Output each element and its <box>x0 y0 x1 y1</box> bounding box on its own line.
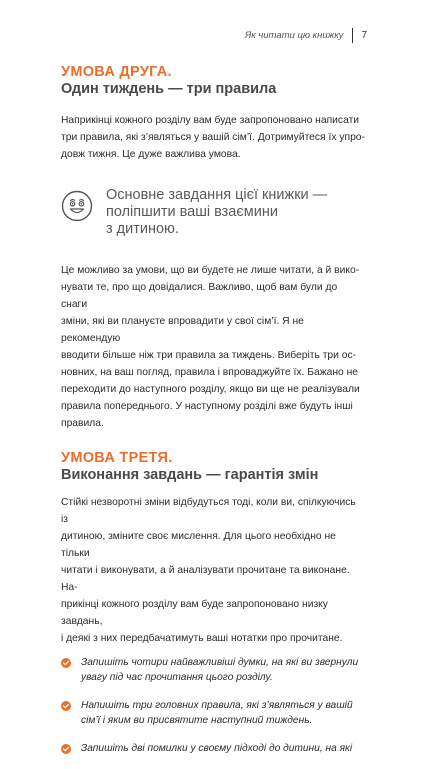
text-line: Запишіть дві помилки у своєму підході до дитини, на які <box>81 743 353 754</box>
checklist-item <box>61 655 365 685</box>
task-checklist <box>61 655 365 756</box>
text-line: вводити більше ніж три правила за тиждень. Виберіть три ос- <box>61 350 357 361</box>
section-subheading-condition-three: Виконання завдань — гарантія змін <box>61 467 319 483</box>
page-body <box>61 64 365 769</box>
text-line: читати і виконувати, а й аналізувати прочитане та виконане. На- <box>61 565 350 593</box>
section-heading-condition-three: УМОВА ТРЕТЯ. <box>61 450 173 466</box>
paragraph-task-guarantee <box>61 494 365 647</box>
checklist-item <box>61 698 365 728</box>
text-line: три правила, які з’являться у вашій сім’ї. Дотримуйтеся їх упро- <box>61 132 365 143</box>
checklist-item-text <box>81 741 352 756</box>
text-line: Запишіть чотири найважливіші думки, на які ви звернули <box>81 657 359 668</box>
running-title: Як читати цю книжку <box>244 30 344 41</box>
running-header <box>245 28 367 43</box>
text-line: зміни, які ви плануєте впровадити у свої сім’ї. Я не рекомендую <box>61 316 304 344</box>
section-heading-condition-two: УМОВА ДРУГА. <box>61 64 172 80</box>
text-line: довж тижня. Це дуже важлива умова. <box>61 149 241 160</box>
orange-check-icon <box>61 658 71 668</box>
paragraph-rules-per-week <box>61 262 365 432</box>
text-line: правила. <box>61 418 104 429</box>
section-subheading-condition-two: Один тиждень — три правила <box>61 81 277 97</box>
text-line: увагу під час прочитання цього розділу. <box>81 672 273 683</box>
callout-line: поліпшити ваші взаємини <box>106 204 278 220</box>
page-number: 7 <box>361 30 367 41</box>
header-divider <box>352 28 353 43</box>
callout-text <box>106 187 327 238</box>
smiley-face-icon <box>61 190 93 222</box>
text-line: сім’ї і яким ви присвятите наступний тиждень. <box>81 715 313 726</box>
text-line: і деякі з них передбачатимуть ваші нотатки про прочитане. <box>61 633 343 644</box>
text-line: нувати те, про що довідалися. Важливо, щоб вам були до снаги <box>61 282 338 310</box>
text-line: Наприкінці кожного розділу вам буде запропоновано написати <box>61 115 360 126</box>
callout-main-goal <box>61 187 365 238</box>
orange-check-icon <box>61 701 71 711</box>
text-line: дитиною, зміните своє мислення. Для цього необхідно не тільки <box>61 531 336 559</box>
text-line: Стійкі незворотні зміни відбудуться тоді, коли ви, спілкуючись із <box>61 497 356 525</box>
checklist-item <box>61 741 365 756</box>
checklist-item-text <box>81 655 358 685</box>
text-line: Напишіть три головних правила, які з’являться у вашій <box>81 700 353 711</box>
text-line: правила попереднього. У наступному розділі вже будуть інші <box>61 401 353 412</box>
text-line: переходити до наступного розділу, якщо ви ще не реалізували <box>61 384 360 395</box>
text-line: прикінці кожного розділу вам буде запропоновано низку завдань, <box>61 599 328 627</box>
text-line: новних, на ваш погляд, правила і впроваджуйте їх. Бажано не <box>61 367 359 378</box>
orange-check-icon <box>61 744 71 754</box>
callout-line: Основне завдання цієї книжки — <box>106 187 328 203</box>
checklist-item-text <box>81 698 353 728</box>
callout-line: з дитиною. <box>106 221 179 237</box>
paragraph-three-rules <box>61 112 365 163</box>
text-line: Це можливо за умови, що ви будете не лише читати, а й вико- <box>61 265 360 276</box>
